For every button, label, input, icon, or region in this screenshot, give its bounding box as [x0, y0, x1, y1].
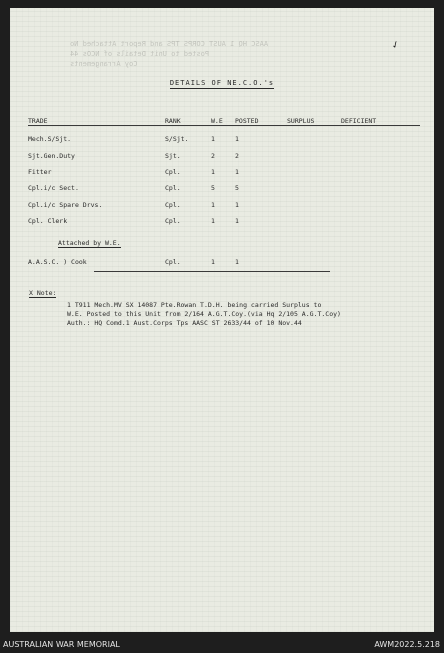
header-posted: POSTED: [235, 117, 259, 125]
cell-rank: Cpl.: [165, 184, 181, 192]
attached-heading: Attached by W.E.: [58, 239, 121, 247]
cell-trade: Cpl. Clerk: [28, 217, 68, 225]
cell-posted: 1: [235, 135, 239, 143]
cell-rank: Cpl.: [165, 201, 181, 209]
table-row: [10, 152, 434, 161]
cell-posted: 1: [235, 168, 239, 176]
note-line: Auth.: HQ Comd.1 Aust.Corps Tps AASC ST 2633/44 of 10 Nov.44: [67, 319, 302, 327]
table-row: [10, 201, 434, 210]
cell-we: 1: [211, 168, 215, 176]
cell-posted: 5: [235, 184, 239, 192]
header-trade: TRADE: [28, 117, 48, 125]
cell-we: 1: [211, 201, 215, 209]
cell-trade: Sjt.Gen.Duty: [28, 152, 75, 160]
cell-rank: Cpl.: [165, 217, 181, 225]
cell-we: 1: [211, 217, 215, 225]
cell-we: 5: [211, 184, 215, 192]
check-mark-icon: ✓: [389, 37, 402, 52]
cell-trade: Fitter: [28, 168, 52, 176]
cell-we: 1: [211, 135, 215, 143]
header-rank: RANK: [165, 117, 181, 125]
cell-trade: Cpl.i/c Spare Drvs.: [28, 201, 103, 209]
note-heading: X Note:: [29, 289, 57, 297]
cell-rank: Cpl.: [165, 168, 181, 176]
cell-trade: Cpl.i/c Sect.: [28, 184, 79, 192]
table-row: [10, 168, 434, 177]
footer-credit: AUSTRALIAN WAR MEMORIAL: [3, 640, 120, 649]
cell-rank: Sjt.: [165, 152, 181, 160]
cell-trade: Mech.S/Sjt.: [28, 135, 72, 143]
table-row: [10, 258, 434, 267]
cell-trade: A.A.S.C. ) Cook: [28, 258, 87, 266]
header-surplus: SURPLUS: [287, 117, 315, 125]
header-deficient: DEFICIENT: [341, 117, 377, 125]
footer-accession-number: AWM2022.5.218: [374, 640, 440, 649]
bleed-through-text: AASC HQ 1 AUST CORPS TPS and Report Attached No: [70, 40, 269, 48]
header-rule: [28, 125, 420, 126]
document-title: DETAILS OF NE.C.O.'s: [169, 79, 275, 87]
document-page: [10, 8, 434, 632]
bleed-through-text: Posted to Unit Details of NCOs 44: [70, 50, 210, 58]
table-row: [10, 135, 434, 144]
section-divider: [94, 271, 330, 272]
cell-rank: S/Sjt.: [165, 135, 189, 143]
note-line: W.E. Posted to this Unit from 2/164 A.G.T.Coy.(via Hq 2/105 A.G.T.Coy): [67, 310, 341, 318]
cell-we: 2: [211, 152, 215, 160]
cell-posted: 1: [235, 201, 239, 209]
cell-rank: Cpl.: [165, 258, 181, 266]
header-we: W.E: [211, 117, 223, 125]
table-row: [10, 184, 434, 193]
cell-posted: 1: [235, 217, 239, 225]
bleed-through-text: Coy Arrangements: [70, 60, 138, 68]
note-line: 1 T911 Mech.MV SX 14087 Pte.Rowan T.D.H. being carried Surplus to: [67, 301, 322, 309]
cell-posted: 2: [235, 152, 239, 160]
cell-we: 1: [211, 258, 215, 266]
table-row: [10, 217, 434, 226]
cell-posted: 1: [235, 258, 239, 266]
